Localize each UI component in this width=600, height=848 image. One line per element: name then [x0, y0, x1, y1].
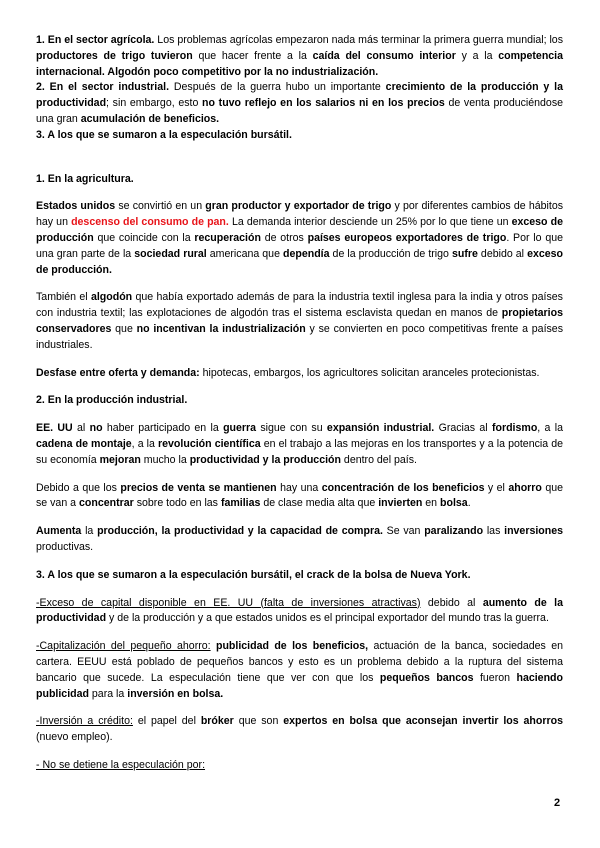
section-2-heading: 2. En la producción industrial. [36, 394, 188, 407]
section-3-paragraph-3: -Inversión a crédito: el papel del bróker que son expertos en bolsa que aconsejan invertir los ahorros (nuevo empleo). [36, 715, 563, 744]
section-1-heading: 1. En la agricultura. [36, 172, 134, 185]
section-3-paragraph-1: -Exceso de capital disponible en EE. UU (falta de inversiones atractivas) debido al aumento de la productividad y de la producción y a que estados unidos es el principal exportador del mundo tras la guerra. [36, 596, 563, 625]
intro-paragraph-3: 3. A los que se sumaron a la especulación bursátil. [36, 128, 292, 141]
section-2-paragraph-2: Debido a que los precios de venta se mantienen hay una concentración de los beneficios y el ahorro que se van a concentrar sobre todo en las familias de clase media alta que invierten en bolsa. [36, 481, 563, 510]
page-number: 2 [554, 797, 561, 809]
section-1-paragraph-3: Desfase entre oferta y demanda: hipotecas, embargos, los agricultores solicitan aranceles protecionistas. [36, 366, 540, 379]
section-1-paragraph-1: Estados unidos se convirtió en un gran productor y exportador de trigo y por diferentes cambios de hábitos hay un descenso del consumo de pan. La demanda interior desciende un 25% por lo que tiene un exceso de producción que coincide con la recuperación de otros países europeos exportadores de trigo. Por lo que una gran parte de la sociedad rural americana que dependía de la producción de trigo sufre debido al exceso de producción. [36, 200, 564, 276]
section-2-paragraph-1: EE. UU al no haber participado en la guerra sigue con su expansión industrial. Gracias al fordismo, a la cadena de montaje, a la revolución científica en el trabajo a las mejoras en los transportes y a la potencia de su economía mejoran mucho la productividad y la producción dentro del país. [36, 422, 564, 466]
section-3-paragraph-4: - No se detiene la especulación por: [36, 758, 206, 771]
document-page [36, 33, 563, 774]
section-3-heading: 3. A los que se sumaron a la especulación bursátil, el crack de la bolsa de Nueva York. [36, 568, 471, 581]
intro-paragraph-1: 1. En el sector agrícola. Los problemas agrícolas empezaron nada más terminar la primera guerra mundial; los productores de trigo tuvieron que hacer frente a la caída del consumo interior y a la competencia internacional. Algodón poco competitivo por la no industrialización. [36, 34, 564, 78]
section-3-paragraph-2: -Capitalización del pequeño ahorro: publicidad de los beneficios, actuación de la banca, sociedades en cartera. EEUU está poblado de pequeños bancos y esto es un problema debido a la ruptura del sistema bancario que sucede. La especulación tiene que ver con que los pequeños bancos fueron haciendo publicidad para la inversión en bolsa. [36, 640, 563, 700]
intro-paragraph-2: 2. En el sector industrial. Después de la guerra hubo un importante crecimiento de la producción y la productividad; sin embargo, esto no tuvo reflejo en los salarios ni en los precios de venta produciéndose una gran acumulación de beneficios. [36, 81, 564, 125]
section-1-paragraph-2: También el algodón que había exportado además de para la industria textil inglesa para la india y otros países con industria textil; las explotaciones de algodón tras el sistema esclavista quedan en manos de propietarios conservadores que no incentivan la industrialización y se convierten en poco competitivas frente a países industriales. [36, 291, 564, 351]
section-2-paragraph-3: Aumenta la producción, la productividad y la capacidad de compra. Se van paralizando las inversiones productivas. [36, 525, 564, 553]
highlight-red: descenso del consumo de pan. [71, 216, 229, 229]
